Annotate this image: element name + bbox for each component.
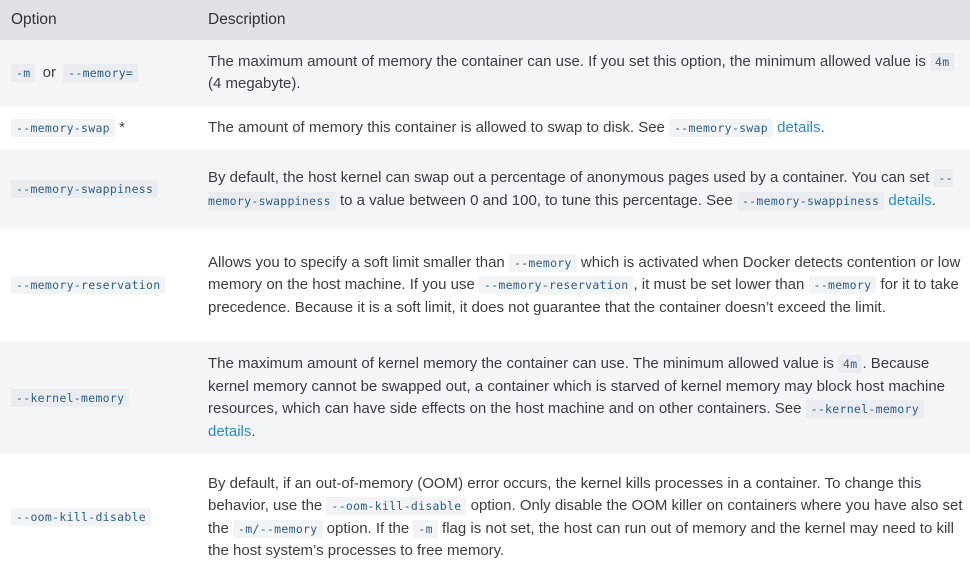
- option-code: --memory-swappiness: [11, 180, 158, 198]
- inline-code: --oom-kill-disable: [326, 497, 466, 515]
- description-text: which is activated when Docker detects contention or low memory on the host machine. If you use: [208, 253, 961, 294]
- option-separator: or: [38, 63, 61, 81]
- description-text: .: [931, 191, 936, 209]
- description-text: By default, if an out-of-memory (OOM) error occurs, the kernel kills processes in a container. To change this behavior, use the: [208, 474, 922, 514]
- description-text: The amount of memory this container is allowed to swap to disk. See: [208, 118, 670, 136]
- option-code: --oom-kill-disable: [11, 508, 151, 526]
- option-cell: [0, 342, 197, 454]
- description-text: option. If the: [322, 519, 414, 537]
- asterisk-marker: *: [114, 118, 125, 136]
- inline-code: --memory-swappiness: [208, 171, 953, 208]
- description-text: (4 megabyte).: [208, 75, 301, 92]
- option-cell: [0, 229, 197, 342]
- inline-code: --memory: [809, 276, 877, 294]
- inline-code: -m/--memory: [233, 520, 322, 538]
- description-cell: [197, 106, 970, 150]
- inline-code: --memory-swappiness: [737, 192, 884, 210]
- description-column-header: Description: [197, 0, 970, 40]
- option-cell: [0, 40, 197, 106]
- option-code: --memory-swap: [11, 119, 115, 137]
- table-header-row: [0, 0, 970, 40]
- description-cell: [197, 342, 970, 454]
- inline-code: --memory-swap: [669, 119, 773, 137]
- table-row-memory: [0, 40, 970, 106]
- table-row-memory-swappiness: [0, 150, 970, 229]
- option-code: --kernel-memory: [11, 389, 129, 407]
- description-text: option. Only disable the OOM killer on containers where you have also set the: [208, 497, 963, 537]
- description-cell: [197, 150, 970, 229]
- description-text: for it to take precedence. Because it is a soft limit, it does not guarantee that the container doesn’t exceed the limit.: [208, 276, 959, 316]
- description-text: By default, the host kernel can swap out a percentage of anonymous pages used by a container. You can set: [208, 169, 934, 186]
- details-link[interactable]: details: [208, 422, 252, 440]
- description-cell: [197, 40, 970, 106]
- table-row-memory-reservation: [0, 229, 970, 342]
- inline-code: --memory-reservation: [479, 276, 633, 294]
- description-text: to a value between 0 and 100, to tune this percentage. See: [335, 191, 737, 209]
- description-text: .: [251, 422, 256, 440]
- description-text: flag is not set, the host can run out of memory and the kernel may need to kill the host system’s processes to free memory.: [208, 519, 954, 559]
- inline-code: -m: [413, 520, 437, 538]
- inline-code: 4m: [930, 53, 954, 71]
- description-text: The maximum amount of memory the container can use. If you set this option, the minimum allowed value is: [208, 52, 930, 70]
- details-link[interactable]: details: [777, 118, 821, 136]
- description-text: , it must be set lower than: [633, 276, 809, 294]
- table-row-kernel-memory: [0, 342, 970, 454]
- inline-code: --memory: [509, 254, 577, 272]
- inline-code: 4m: [838, 355, 862, 373]
- description-text: .: [820, 118, 825, 136]
- table-row-oom-kill-disable: [0, 454, 970, 581]
- inline-code: --kernel-memory: [806, 400, 924, 418]
- description-cell: [197, 454, 970, 581]
- table-row-memory-swap: [0, 106, 970, 150]
- description-text: Allows you to specify a soft limit smaller than: [208, 253, 509, 271]
- details-link[interactable]: details: [888, 191, 932, 209]
- description-text: The maximum amount of kernel memory the container can use. The minimum allowed value is: [208, 355, 838, 372]
- option-code: -m: [11, 64, 35, 82]
- option-column-header: Option: [0, 0, 197, 40]
- option-cell: [0, 106, 197, 150]
- option-code: --memory-reservation: [11, 276, 165, 294]
- option-cell: [0, 454, 197, 581]
- description-cell: [197, 229, 970, 342]
- description-text: . Because kernel memory cannot be swapped out, a container which is starved of kernel memory may block host machine resources, which can have side effects on the host machine and on other containers. See: [208, 355, 946, 417]
- option-cell: [0, 150, 197, 229]
- option-code: --memory=: [63, 64, 138, 82]
